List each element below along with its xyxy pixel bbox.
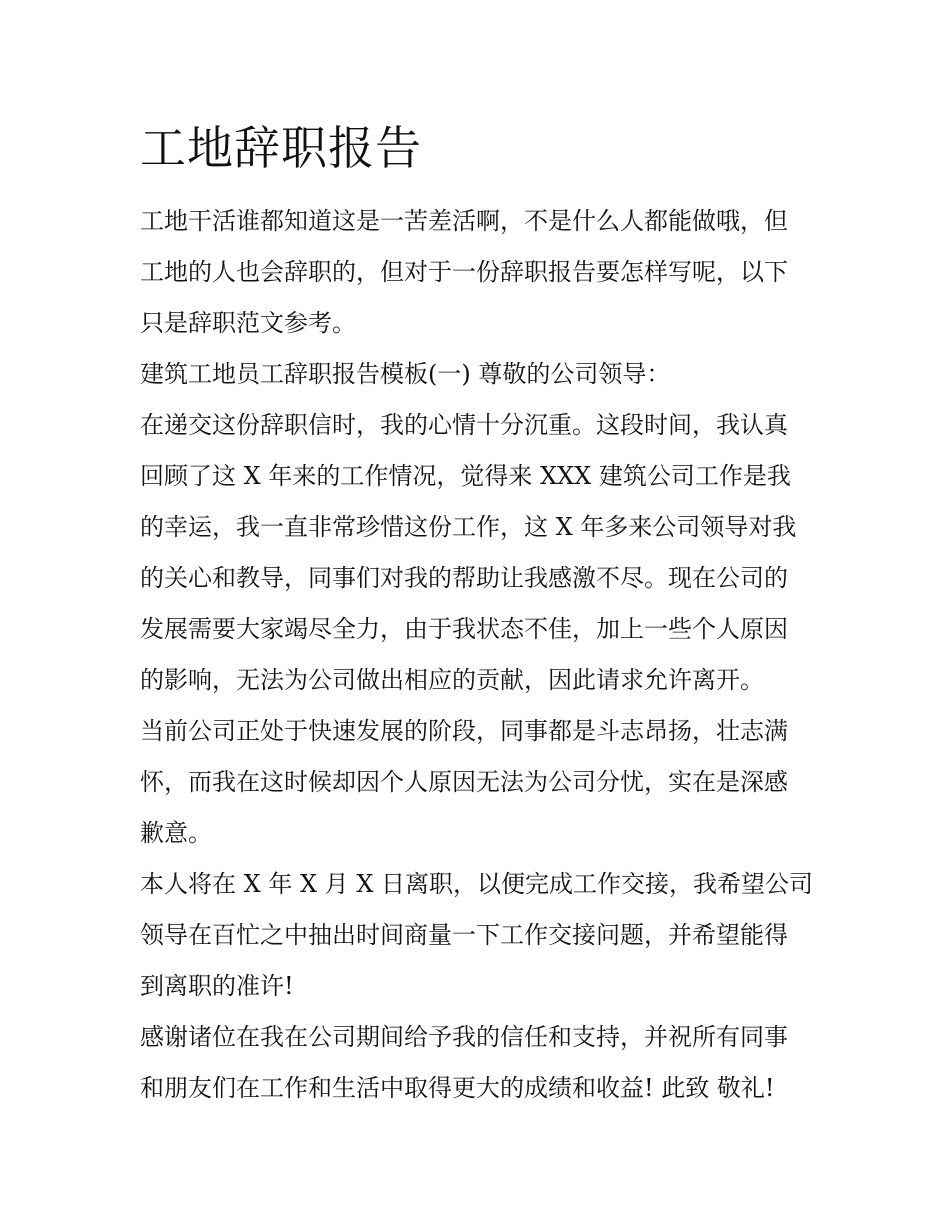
body-line: 的幸运，我一直非常珍惜这份工作，这 X 年多来公司领导对我 [140,513,797,541]
body-line: 到离职的准许! [140,972,294,1000]
body-line: 工地的人也会辞职的，但对于一份辞职报告要怎样写呢，以下 [140,258,788,286]
body-line: 的影响，无法为公司做出相应的贡献，因此请求允许离开。 [140,666,764,694]
body-line: 只是辞职范文参考。 [140,309,356,337]
body-line: 回顾了这 X 年来的工作情况，觉得来 XXX 建筑公司工作是我 [140,462,791,490]
body-line: 的关心和教导，同事们对我的帮助让我感激不尽。现在公司的 [140,564,788,592]
body-line: 怀，而我在这时候却因个人原因无法为公司分忧，实在是深感 [140,768,788,796]
body-line: 感谢诸位在我在公司期间给予我的信任和支持，并祝所有同事 [140,1023,788,1051]
body-line: 工地干活谁都知道这是一苦差活啊，不是什么人都能做哦，但 [140,207,788,235]
body-line: 本人将在 X 年 X 月 X 日离职，以便完成工作交接，我希望公司 [140,870,814,898]
body-line: 当前公司正处于快速发展的阶段，同事都是斗志昂扬，壮志满 [140,717,788,745]
body-line: 领导在百忙之中抽出时间商量一下工作交接问题，并希望能得 [140,921,788,949]
body-line: 和朋友们在工作和生活中取得更大的成绩和收益! 此致 敬礼! [140,1074,775,1102]
body-line: 发展需要大家竭尽全力，由于我状态不佳，加上一些个人原因 [140,615,788,643]
body-line: 歉意。 [140,819,212,847]
document-title: 工地辞职报告 [140,121,422,175]
body-line: 在递交这份辞职信时，我的心情十分沉重。这段时间，我认真 [140,411,788,439]
section-heading: 建筑工地员工辞职报告模板(一) 尊敬的公司领导： [140,360,671,388]
